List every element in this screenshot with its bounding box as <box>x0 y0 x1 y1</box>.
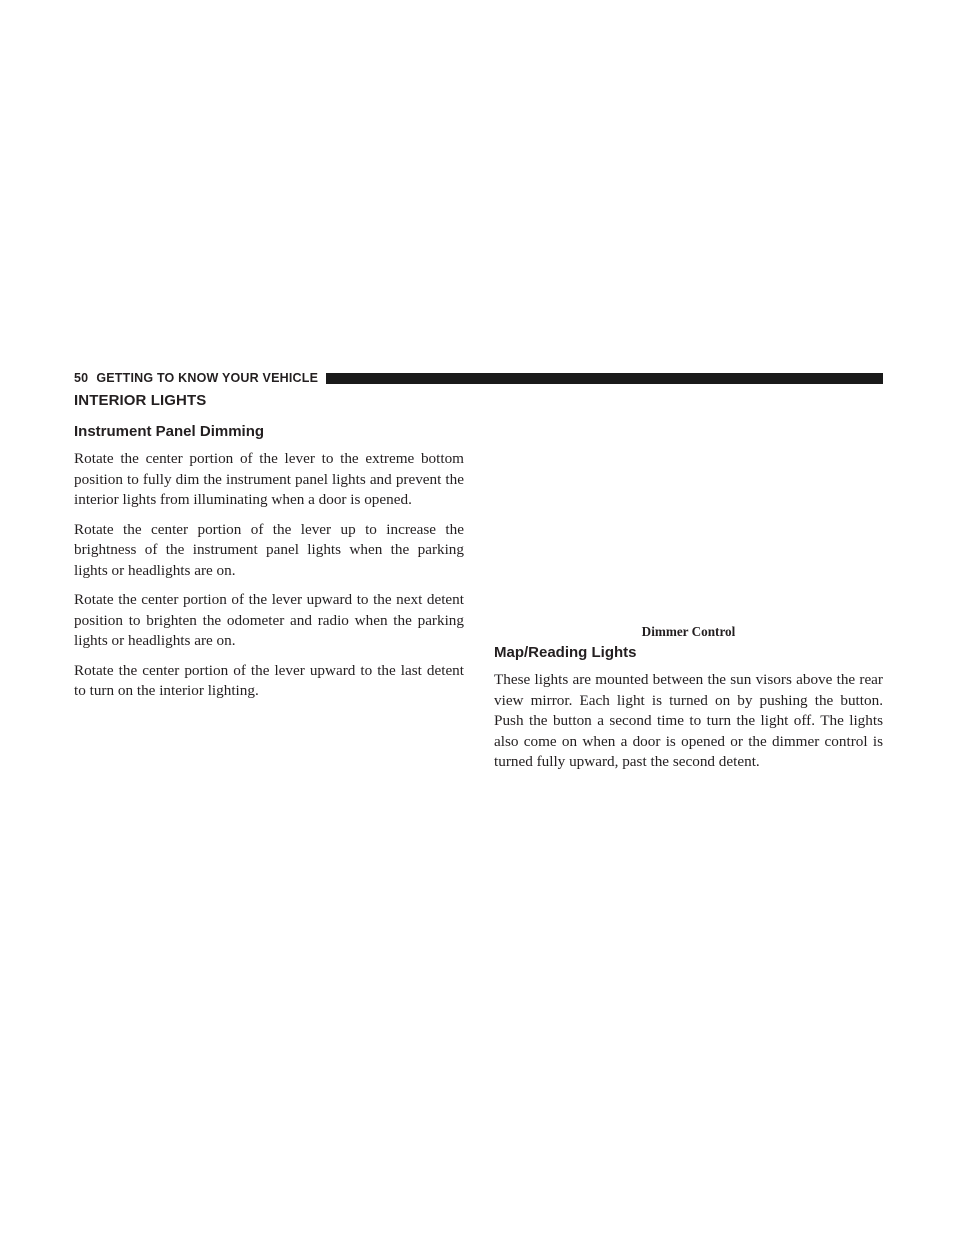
chapter-heading: INTERIOR LIGHTS <box>74 392 207 409</box>
header-rule <box>326 373 883 384</box>
paragraph: Rotate the center portion of the lever upward to the last detent to turn on the interior lighting. <box>74 661 464 699</box>
page-header <box>74 370 883 386</box>
section-title: GETTING TO KNOW YOUR VEHICLE <box>96 371 319 385</box>
figure-image-area <box>494 392 883 610</box>
figure-caption: Dimmer Control <box>641 624 736 639</box>
paragraph: These lights are mounted between the sun visors above the rear view mirror. Each light is turned on by pushing the button. Push the button a second time to turn the light off. The lights also come on when a door is opened or the dimmer control is turned fully upward, past the second detent. <box>494 671 883 770</box>
paragraph: Rotate the center portion of the lever to the extreme bottom position to fully dim the instrument panel lights and prevent the interior lights from illuminating when a door is opened. <box>74 450 464 508</box>
left-column <box>74 392 464 711</box>
instrument-panel-dimming-heading: Instrument Panel Dimming <box>74 423 265 440</box>
right-column <box>494 392 883 770</box>
dimmer-control-figure <box>494 392 883 639</box>
paragraph: Rotate the center portion of the lever up to increase the brightness of the instrument panel lights when the parking lights or headlights are on. <box>74 520 464 579</box>
paragraph: Rotate the center portion of the lever upward to the next detent position to brighten the odometer and radio when the parking lights or headlights are on. <box>74 591 464 649</box>
map-reading-lights-heading: Map/Reading Lights <box>494 644 637 661</box>
page-number: 50 <box>74 371 89 385</box>
map-reading-lights-section <box>494 644 883 782</box>
